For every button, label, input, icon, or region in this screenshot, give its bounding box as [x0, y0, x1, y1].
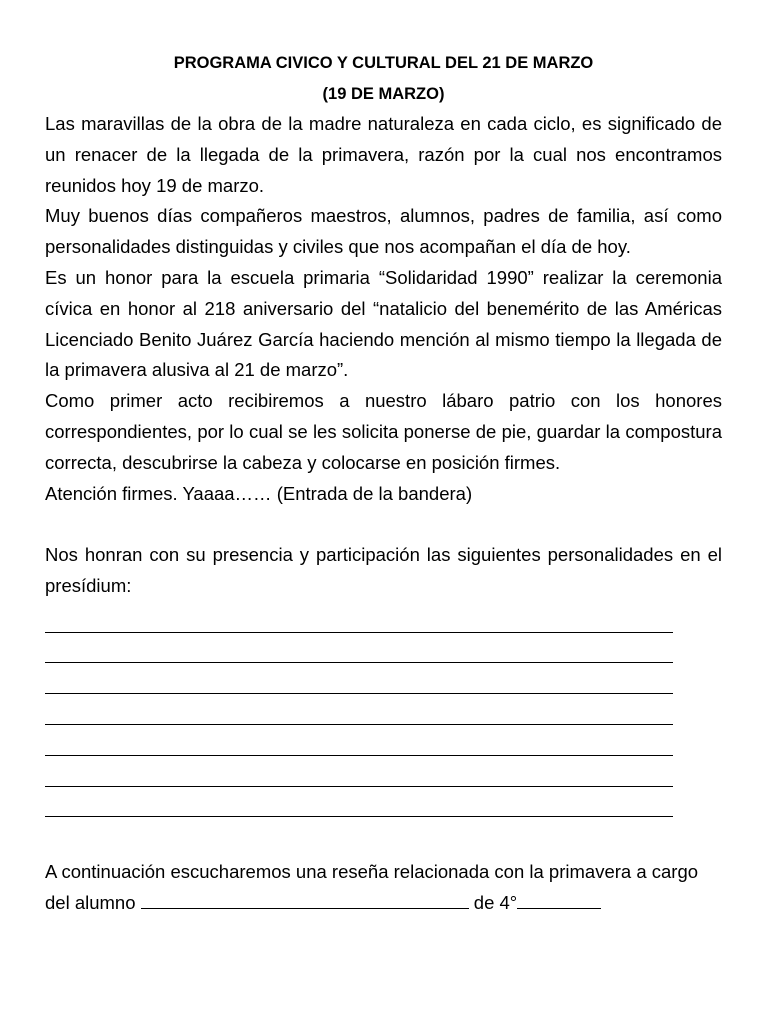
- presidium-name-line[interactable]: [45, 633, 673, 664]
- spacer: [45, 826, 722, 857]
- presidium-name-line[interactable]: [45, 602, 673, 633]
- paragraph-flag-honors: Como primer acto recibiremos a nuestro lábaro patrio con los honores correspondientes, por lo cual se les solicita ponerse de pie, guardar la compostura correcta, descubrirse la cabeza y colocarse en posición firmes.: [45, 390, 722, 473]
- spring-review-text: A continuación escucharemos una reseña relacionada con la primavera a cargo del alumno: [45, 861, 699, 913]
- document-content: [45, 48, 722, 919]
- presidium-name-line[interactable]: [45, 787, 673, 818]
- document-date-subtitle: (19 DE MARZO): [322, 84, 445, 103]
- presidium-name-lines: [45, 611, 722, 827]
- paragraph-greeting: Muy buenos días compañeros maestros, alumnos, padres de familia, así como personalidades distinguidas y civiles que nos acompañan el día de hoy.: [45, 205, 722, 258]
- presidium-name-line[interactable]: [45, 756, 673, 787]
- spacer: [45, 509, 722, 540]
- paragraph-presidium: Nos honran con su presencia y participación las siguientes personalidades en el presídium:: [45, 544, 722, 596]
- paragraph-attention: Atención firmes. Yaaaa…… (Entrada de la bandera): [45, 482, 473, 504]
- paragraph-spring-review: [45, 857, 722, 919]
- paragraph-honor: Es un honor para la escuela primaria “Solidaridad 1990” realizar la ceremonia cívica en honor al 218 aniversario del “natalicio del benemérito de las Américas Licenciado Benito Juárez García haciendo mención al mismo tiempo la llegada de la primavera alusiva al 21 de marzo”.: [45, 266, 722, 381]
- document-title: PROGRAMA CIVICO Y CULTURAL DEL 21 DE MARZO: [173, 54, 594, 72]
- student-name-blank[interactable]: [141, 890, 469, 909]
- presidium-name-line[interactable]: [45, 725, 673, 756]
- paragraph-intro: Las maravillas de la obra de la madre naturaleza en cada ciclo, es significado de un renacer de la llegada de la primavera, razón por la cual nos encontramos reunidos hoy 19 de marzo.: [45, 113, 722, 196]
- grade-text: de 4°: [468, 891, 518, 913]
- presidium-name-line[interactable]: [45, 694, 673, 725]
- grade-group-blank[interactable]: [517, 890, 601, 909]
- presidium-name-line[interactable]: [45, 663, 673, 694]
